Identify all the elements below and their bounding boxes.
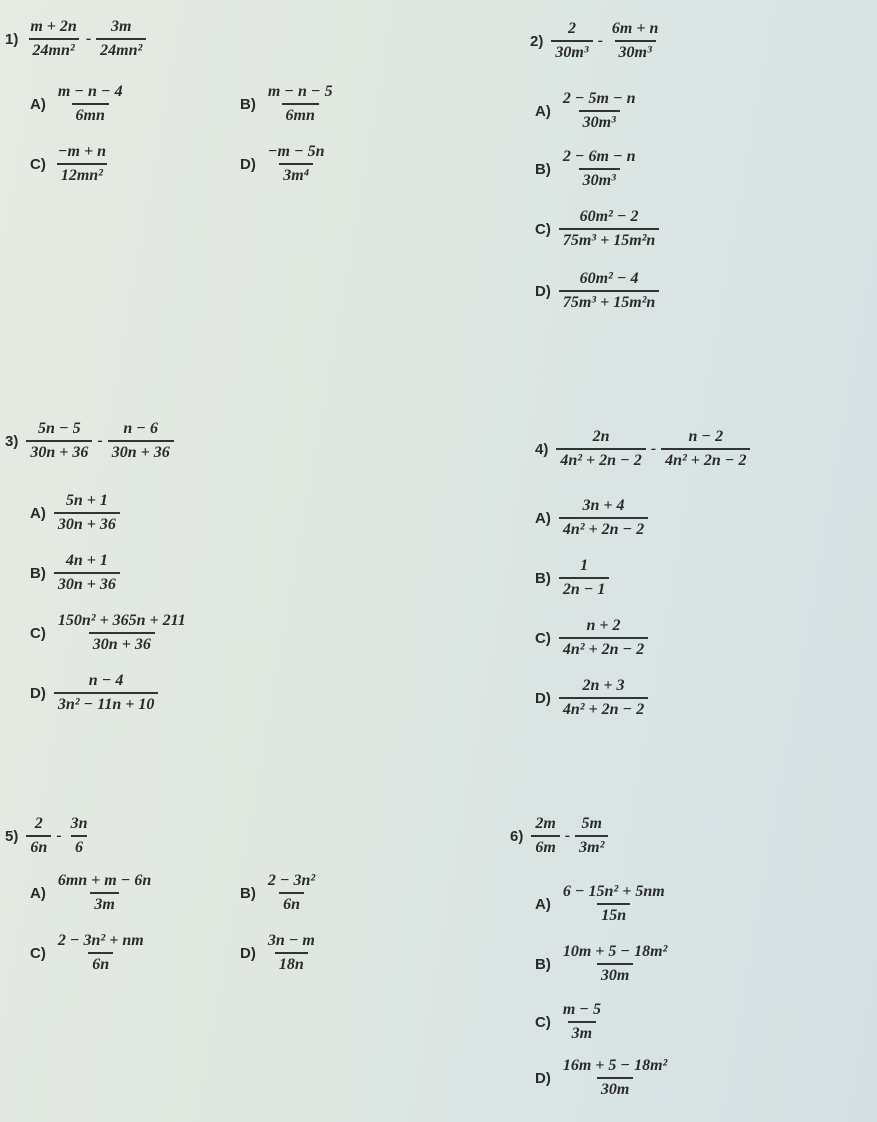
- denominator: 30m³: [579, 110, 620, 132]
- problem-4-expression: [535, 428, 750, 471]
- answer-choice[interactable]: [535, 883, 669, 926]
- numerator: 2: [567, 20, 576, 37]
- answer-choice[interactable]: [535, 148, 640, 191]
- choice-fraction: [559, 943, 672, 986]
- denominator: 30n + 36: [54, 572, 120, 594]
- choice-fraction: [264, 932, 319, 975]
- numerator: m − n − 4: [57, 83, 123, 100]
- choice-fraction: [559, 208, 660, 251]
- minus-operator: -: [56, 827, 62, 845]
- answer-choice[interactable]: [535, 208, 659, 251]
- numerator: 3n + 4: [582, 497, 625, 514]
- term-fraction: [551, 20, 592, 63]
- choice-letter: D): [535, 1069, 551, 1087]
- choice-fraction: [559, 270, 660, 313]
- numerator: 3m: [110, 18, 132, 35]
- minus-operator: -: [97, 432, 103, 450]
- answer-choice[interactable]: [535, 1057, 671, 1100]
- denominator: 6n: [279, 892, 304, 914]
- denominator: 3m⁴: [279, 163, 313, 185]
- numerator: 5m: [581, 815, 602, 832]
- answer-choice[interactable]: [30, 872, 155, 915]
- denominator: 30m³: [551, 40, 592, 62]
- answer-choice[interactable]: [30, 932, 148, 975]
- denominator: 30m: [597, 1077, 633, 1099]
- answer-choice[interactable]: [30, 492, 120, 535]
- choice-letter: A): [535, 102, 551, 120]
- answer-choice[interactable]: [535, 270, 659, 313]
- choice-letter: A): [30, 504, 46, 522]
- numerator: 2 − 5m − n: [562, 90, 636, 107]
- numerator: 2m: [535, 815, 556, 832]
- numerator: n + 2: [586, 617, 621, 634]
- answer-choice[interactable]: [535, 557, 609, 600]
- denominator: 4n² + 2n − 2: [559, 517, 648, 539]
- denominator: 18n: [275, 952, 308, 974]
- denominator: 75m³ + 15m²n: [559, 290, 660, 312]
- problem-number: 5): [5, 827, 19, 845]
- answer-choice[interactable]: [30, 672, 158, 715]
- choice-letter: C): [535, 1013, 551, 1031]
- choice-letter: B): [240, 884, 256, 902]
- numerator: 16m + 5 − 18m²: [562, 1057, 668, 1074]
- choice-letter: D): [535, 282, 551, 300]
- problem-number: 6): [510, 827, 524, 845]
- choice-fraction: [559, 90, 640, 133]
- denominator: 6: [71, 835, 87, 857]
- numerator: 5n + 1: [65, 492, 108, 509]
- answer-choice[interactable]: [30, 83, 127, 126]
- denominator: 30n + 36: [26, 440, 92, 462]
- choice-fraction: [559, 1001, 605, 1044]
- choice-letter: C): [535, 629, 551, 647]
- numerator: n − 2: [688, 428, 724, 445]
- minus-operator: -: [564, 827, 571, 845]
- choice-fraction: [264, 143, 329, 186]
- denominator: 3m: [568, 1021, 596, 1043]
- choice-fraction: [54, 612, 190, 655]
- denominator: 30m³: [615, 40, 656, 62]
- numerator: −m − 5n: [267, 143, 325, 160]
- denominator: 30m³: [579, 168, 620, 190]
- problem-number: 2): [530, 32, 544, 50]
- choice-fraction: [54, 932, 148, 975]
- answer-choice[interactable]: [535, 943, 671, 986]
- answer-choice[interactable]: [240, 932, 319, 975]
- problem-number: 1): [5, 30, 19, 48]
- problem-5-expression: [5, 815, 91, 858]
- problem-number: 4): [535, 440, 549, 458]
- numerator: 10m + 5 − 18m²: [562, 943, 668, 960]
- term-fraction: [26, 420, 92, 463]
- minus-operator: -: [597, 32, 603, 50]
- numerator: 6 − 15n² + 5nm: [562, 883, 665, 900]
- term-fraction: [661, 428, 750, 471]
- answer-choice[interactable]: [535, 90, 640, 133]
- choice-fraction: [559, 617, 648, 660]
- denominator: 2n − 1: [559, 577, 610, 599]
- choice-fraction: [559, 557, 610, 600]
- denominator: 4n² + 2n − 2: [556, 448, 645, 470]
- numerator: 1: [580, 557, 589, 574]
- minus-operator: -: [85, 30, 92, 48]
- answer-choice[interactable]: [535, 1001, 605, 1044]
- choice-fraction: [264, 872, 319, 915]
- choice-letter: D): [535, 689, 551, 707]
- term-fraction: [108, 420, 174, 463]
- choice-letter: D): [240, 944, 256, 962]
- problem-2-expression: [530, 20, 662, 63]
- answer-choice[interactable]: [240, 872, 319, 915]
- choice-letter: C): [535, 220, 551, 238]
- choice-letter: B): [535, 569, 551, 587]
- numerator: 2 − 3n²: [267, 872, 316, 889]
- denominator: 3n² − 11n + 10: [54, 692, 159, 714]
- denominator: 3m²: [575, 835, 608, 857]
- term-fraction: [556, 428, 645, 471]
- choice-fraction: [54, 492, 120, 535]
- numerator: 5n − 5: [38, 420, 81, 437]
- choice-letter: B): [240, 95, 256, 113]
- denominator: 30n + 36: [54, 512, 120, 534]
- choice-fraction: [559, 677, 648, 720]
- numerator: 60m² − 4: [579, 270, 639, 287]
- choice-fraction: [54, 143, 110, 186]
- numerator: 3n: [70, 815, 88, 832]
- choice-fraction: [559, 148, 640, 191]
- denominator: 12mn²: [57, 163, 107, 185]
- denominator: 6n: [88, 952, 113, 974]
- answer-choice[interactable]: [240, 83, 337, 126]
- minus-operator: -: [650, 440, 657, 458]
- term-fraction: [26, 815, 51, 858]
- term-fraction: [531, 815, 559, 858]
- choice-letter: A): [535, 509, 551, 527]
- denominator: 15n: [597, 903, 630, 925]
- answer-choice[interactable]: [535, 677, 648, 720]
- denominator: 6mn: [282, 103, 319, 125]
- numerator: −m + n: [57, 143, 106, 160]
- denominator: 6mn: [72, 103, 109, 125]
- numerator: 2n + 3: [582, 677, 625, 694]
- numerator: 150n² + 365n + 211: [57, 612, 186, 629]
- answer-choice[interactable]: [30, 612, 190, 655]
- numerator: 4n + 1: [65, 552, 108, 569]
- choice-letter: A): [30, 884, 46, 902]
- numerator: 2 − 6m − n: [562, 148, 636, 165]
- numerator: m − 5: [562, 1001, 601, 1018]
- problem-1-expression: [5, 18, 146, 61]
- denominator: 30m: [597, 963, 633, 985]
- choice-letter: D): [30, 684, 46, 702]
- answer-choice[interactable]: [535, 617, 648, 660]
- numerator: n − 4: [88, 672, 124, 689]
- denominator: 75m³ + 15m²n: [559, 228, 660, 250]
- term-fraction: [67, 815, 92, 858]
- choice-fraction: [264, 83, 337, 126]
- choice-letter: A): [535, 895, 551, 913]
- choice-letter: B): [535, 955, 551, 973]
- choice-letter: C): [30, 944, 46, 962]
- denominator: 30n + 36: [108, 440, 174, 462]
- answer-choice[interactable]: [535, 497, 648, 540]
- problem-6-expression: [510, 815, 608, 858]
- numerator: 60m² − 2: [579, 208, 639, 225]
- numerator: n − 6: [123, 420, 158, 437]
- denominator: 30n + 36: [89, 632, 155, 654]
- term-fraction: [26, 18, 80, 61]
- numerator: 6mn + m − 6n: [57, 872, 152, 889]
- choice-fraction: [54, 83, 127, 126]
- choice-fraction: [559, 497, 648, 540]
- problem-3-expression: [5, 420, 174, 463]
- denominator: 4n² + 2n − 2: [559, 637, 648, 659]
- choice-fraction: [54, 552, 120, 595]
- answer-choice[interactable]: [30, 552, 120, 595]
- numerator: m + 2n: [30, 18, 77, 35]
- answer-choice[interactable]: [240, 143, 329, 186]
- denominator: 24mn²: [29, 38, 79, 60]
- denominator: 24mn²: [96, 38, 146, 60]
- choice-fraction: [559, 883, 669, 926]
- numerator: 6m + n: [611, 20, 659, 37]
- choice-letter: D): [240, 155, 256, 173]
- choice-letter: A): [30, 95, 46, 113]
- denominator: 6n: [26, 835, 51, 857]
- numerator: 2: [34, 815, 43, 832]
- answer-choice[interactable]: [30, 143, 110, 186]
- denominator: 6m: [531, 835, 559, 857]
- numerator: 2 − 3n² + nm: [57, 932, 144, 949]
- choice-letter: B): [535, 160, 551, 178]
- term-fraction: [608, 20, 662, 63]
- choice-letter: C): [30, 624, 46, 642]
- term-fraction: [575, 815, 608, 858]
- problem-number: 3): [5, 432, 19, 450]
- choice-fraction: [54, 872, 156, 915]
- denominator: 4n² + 2n − 2: [661, 448, 750, 470]
- numerator: 3n − m: [267, 932, 315, 949]
- numerator: 2n: [592, 428, 610, 445]
- choice-fraction: [54, 672, 159, 715]
- choice-letter: B): [30, 564, 46, 582]
- term-fraction: [96, 18, 146, 61]
- choice-fraction: [559, 1057, 672, 1100]
- numerator: m − n − 5: [267, 83, 333, 100]
- choice-letter: C): [30, 155, 46, 173]
- denominator: 3m: [90, 892, 118, 914]
- denominator: 4n² + 2n − 2: [559, 697, 648, 719]
